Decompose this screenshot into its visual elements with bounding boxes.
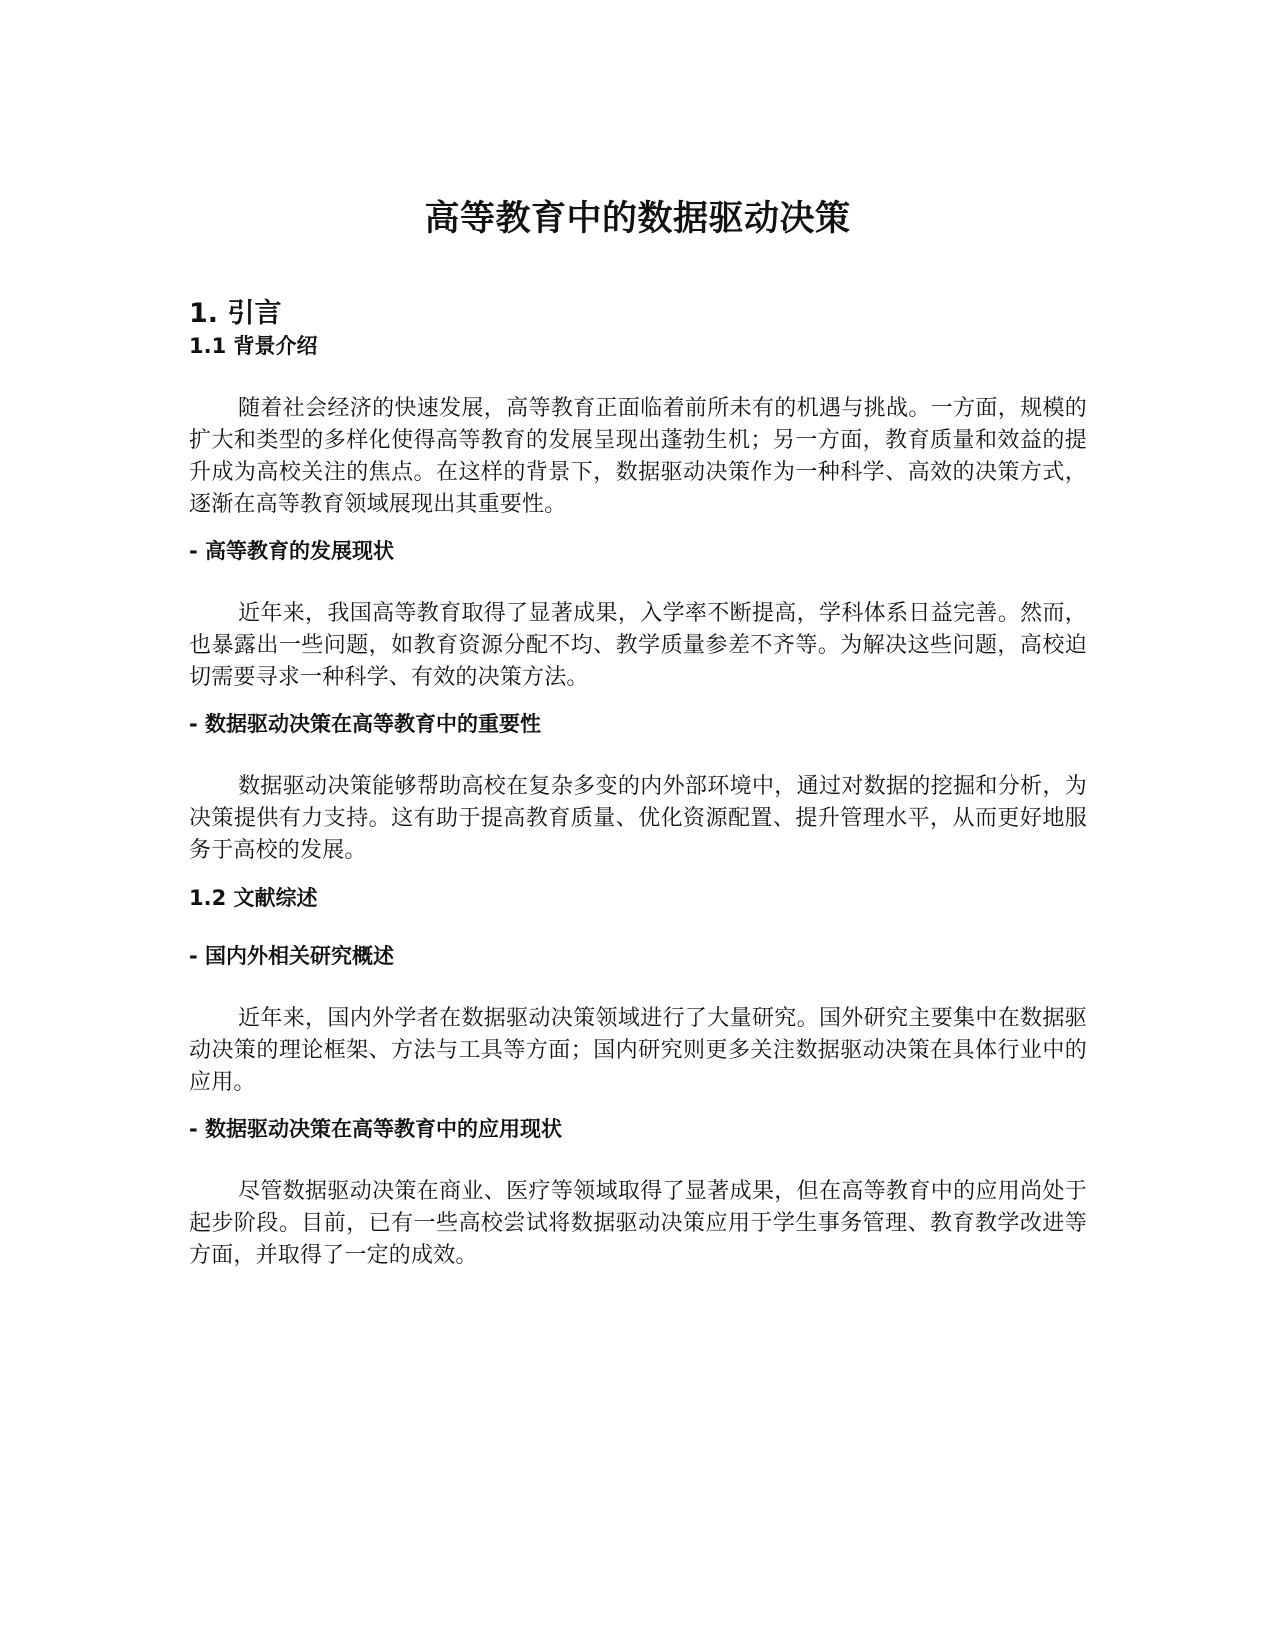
paragraph-importance: 数据驱动决策能够帮助高校在复杂多变的内外部环境中，通过对数据的挖掘和分析，为决策提供有力支持。这有助于提高教育质量、优化资源配置、提升管理水平，从而更好地服务于高校的发展。 — [189, 774, 1087, 863]
item-heading-application-status: - 数据驱动决策在高等教育中的应用现状 — [189, 1117, 563, 1141]
paragraph-research-overview: 近年来，国内外学者在数据驱动决策领域进行了大量研究。国外研究主要集中在数据驱动决策的理论框架、方法与工具等方面；国内研究则更多关注数据驱动决策在具体行业中的应用。 — [189, 1006, 1087, 1095]
item-heading-importance: - 数据驱动决策在高等教育中的重要性 — [189, 712, 542, 736]
subsection-heading-literature-review: 1.2 文献综述 — [189, 886, 318, 910]
paragraph-background-intro: 随着社会经济的快速发展，高等教育正面临着前所未有的机遇与挑战。一方面，规模的扩大和类型的多样化使得高等教育的发展呈现出蓬勃生机；另一方面，教育质量和效益的提升成为高校关注的焦点。在这样的背景下，数据驱动决策作为一种科学、高效的决策方式，逐渐在高等教育领域展现出其重要性。 — [189, 396, 1087, 517]
document-title: 高等教育中的数据驱动决策 — [424, 199, 851, 239]
item-heading-research-overview: - 国内外相关研究概述 — [189, 944, 395, 968]
subsection-heading-background: 1.1 背景介绍 — [189, 334, 318, 358]
paragraph-development-status: 近年来，我国高等教育取得了显著成果，入学率不断提高，学科体系日益完善。然而，也暴露出一些问题，如教育资源分配不均、教学质量参差不齐等。为解决这些问题，高校迫切需要寻求一种科学、有效的决策方法。 — [189, 601, 1087, 690]
paragraph-application-status: 尽管数据驱动决策在商业、医疗等领域取得了显著成果，但在高等教育中的应用尚处于起步阶段。目前，已有一些高校尝试将数据驱动决策应用于学生事务管理、教育教学改进等方面，并取得了一定的成效。 — [189, 1179, 1087, 1268]
item-heading-development-status: - 高等教育的发展现状 — [189, 539, 395, 563]
section-heading-introduction: 1. 引言 — [189, 298, 282, 329]
